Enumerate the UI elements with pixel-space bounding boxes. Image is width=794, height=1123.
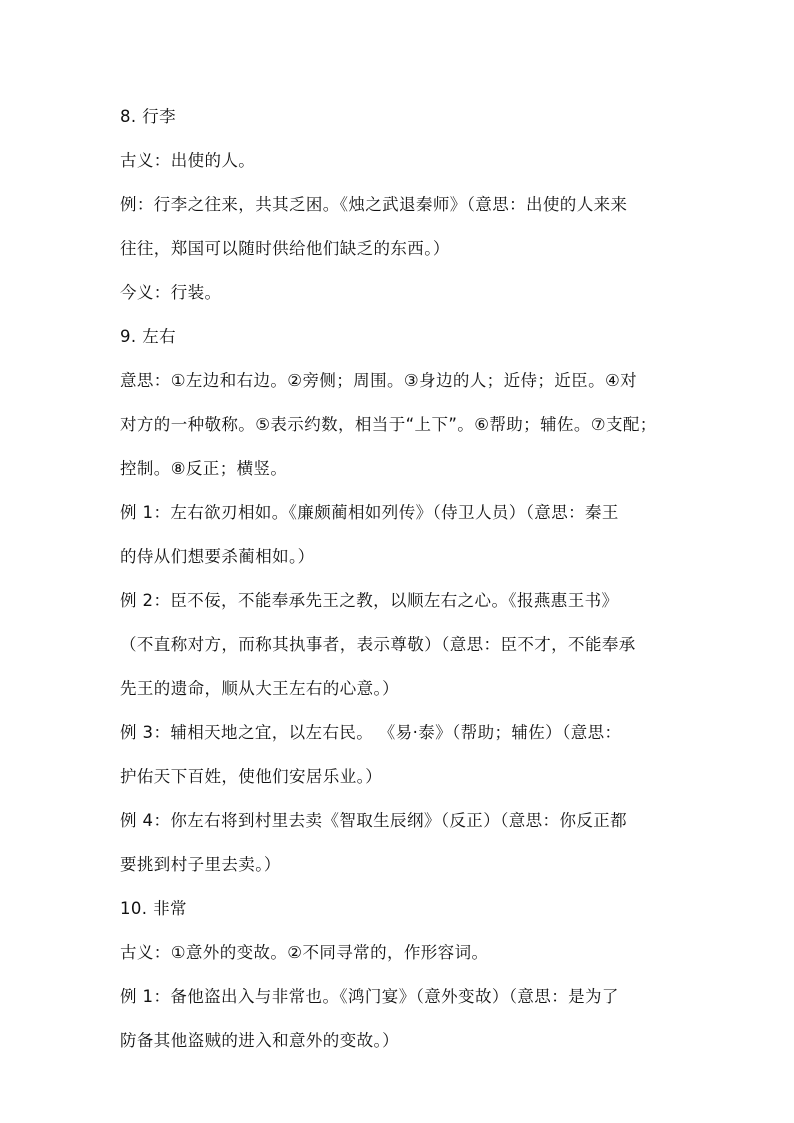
text-line: 控制。⑧反正；横竖。 (120, 459, 288, 478)
text-line: 往往，郑国可以随时供给他们缺乏的东西。） (120, 239, 450, 258)
heading-9: 9. 左右 (120, 327, 176, 346)
text-line: 要挑到村子里去卖。） (120, 855, 281, 874)
text-line: 例 3：辅相天地之宜，以左右民。 《易·泰》（帮助；辅佐）（意思： (120, 723, 622, 742)
text-line: 先王的遗命，顺从大王左右的心意。） (120, 679, 400, 698)
text-line: 意思：①左边和右边。②旁侧；周围。③身边的人；近侍；近臣。④对 (120, 371, 638, 390)
text-line: 古义：出使的人。 (120, 151, 256, 170)
heading-10: 10. 非常 (120, 899, 187, 918)
text-line: 对方的一种敬称。⑤表示约数，相当于“上下”。⑥帮助；辅佐。⑦支配； (120, 415, 657, 434)
document-page (120, 102, 690, 1055)
text-line: 例 2：臣不佞，不能奉承先王之教，以顺左右之心。《报燕惠王书》 (120, 591, 619, 610)
heading-8: 8. 行李 (120, 107, 176, 126)
text-line: （不直称对方，而称其执事者，表示尊敬）（意思：臣不才，不能奉承 (120, 635, 636, 654)
text-line: 防备其他盗贼的进入和意外的变故。） (120, 1031, 400, 1050)
text-line: 古义：①意外的变故。②不同寻常的，作形容词。 (120, 943, 489, 962)
text-line: 例：行李之往来，共其乏困。《烛之武退秦师》（意思：出使的人来来 (120, 195, 628, 214)
text-line: 例 4：你左右将到村里去卖《智取生辰纲》（反正）（意思：你反正都 (120, 811, 628, 830)
text-line: 例 1：备他盗出入与非常也。《鸿门宴》（意外变故）（意思：是为了 (120, 987, 619, 1006)
text-line: 护佑天下百姓，使他们安居乐业。） (120, 767, 383, 786)
text-line: 的侍从们想要杀蔺相如。） (120, 547, 315, 566)
text-line: 今义：行装。 (120, 283, 222, 302)
text-line: 例 1：左右欲刃相如。《廉颇蔺相如列传》（侍卫人员）（意思：秦王 (120, 503, 619, 522)
